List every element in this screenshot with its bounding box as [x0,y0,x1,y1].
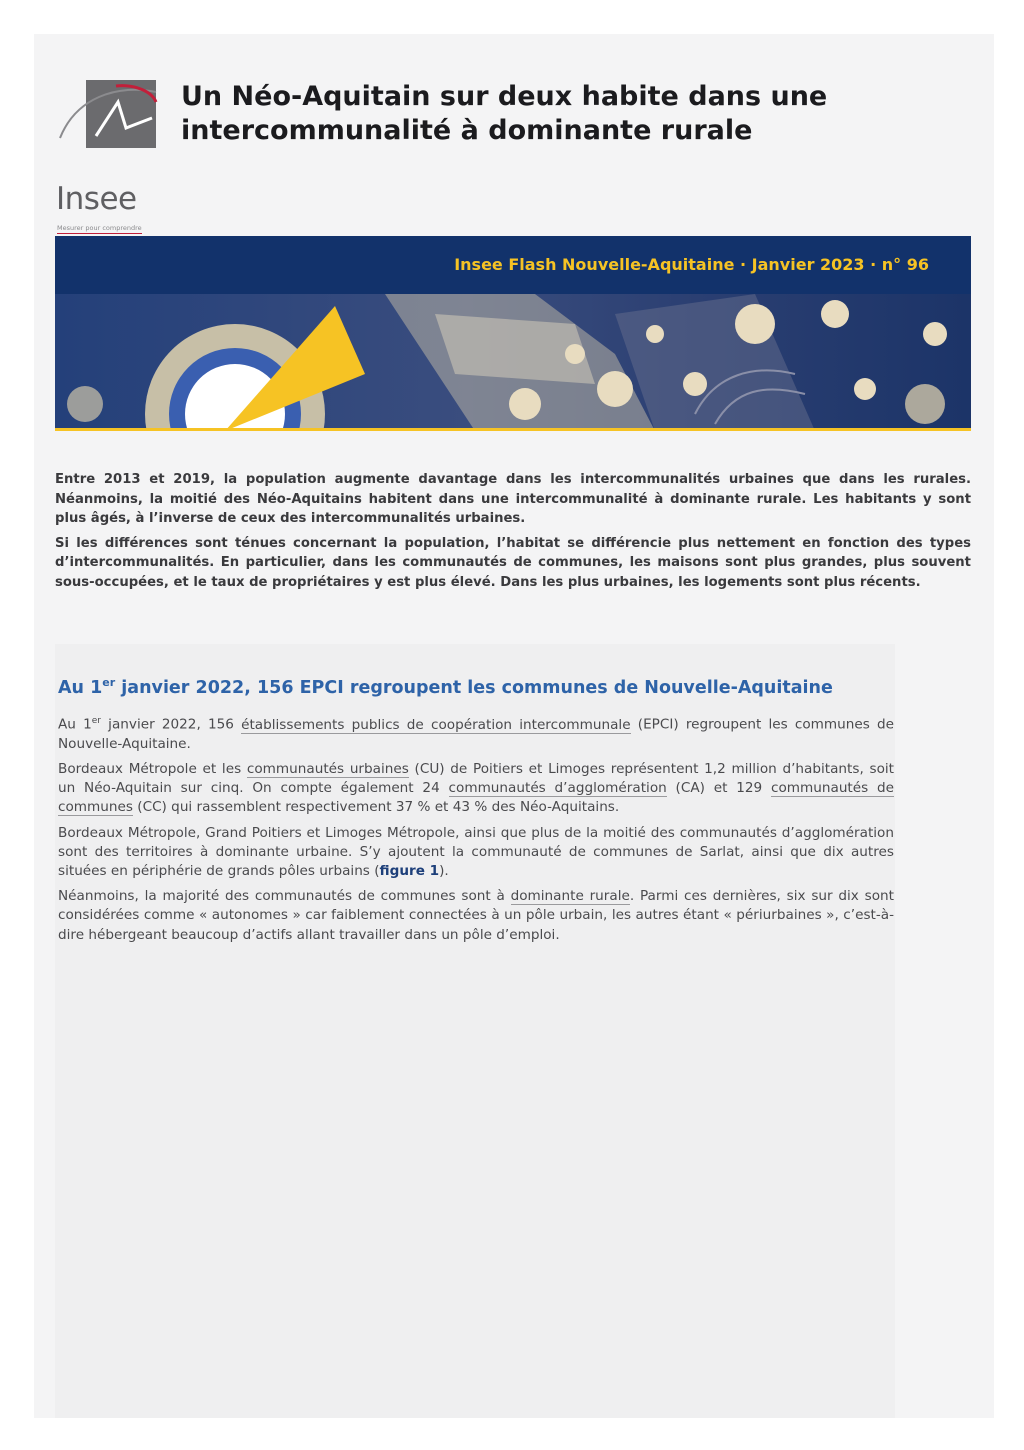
link-communautes-agglomeration[interactable]: communautés d’agglomération [448,780,667,797]
link-figure-1[interactable]: figure 1 [379,862,440,879]
title-line-2: intercommunalité à dominante rurale [181,115,753,146]
section-paragraph-1: Au 1er janvier 2022, 156 établissements publics de coopération intercommunale (EPCI) regroupent les communes de Nouvelle-Aquitaine. [58,716,894,752]
section-body [58,712,894,951]
publication-banner [55,236,971,431]
banner-underline [55,428,971,431]
lead-paragraph-2: Si les différences sont ténues concernant la population, l’habitat se différencie plus nettement en fonction des types d’intercommunalités. En particulier, dans les communautés de communes, les maisons sont plus grandes, plus souvent sous-occupées, et le taux de propriétaires y est plus élevé. Dans les plus urbaines, les logements sont plus récents. [55,535,971,590]
link-epci[interactable]: établissements publics de coopération intercommunale [241,716,631,733]
title-line-1: Un Néo-Aquitain sur deux habite dans une [181,81,828,112]
publication-label: Insee Flash Nouvelle-Aquitaine · Janvier 2023 · n° 96 [454,255,929,274]
insee-logo-tagline: Mesurer pour comprendre [57,224,142,232]
insee-logo-mark-icon [56,78,160,178]
section-title: Au 1er janvier 2022, 156 EPCI regroupent les communes de Nouvelle-Aquitaine [58,676,833,698]
section-paragraph-2: Bordeaux Métropole et les communautés urbaines (CU) de Poitiers et Limoges représentent 1,2 million d’habitants, soit un Néo-Aquitain sur cinq. On compte également 24 communautés d’agglomération (CA) et 129 communautés de communes (CC) qui rassemblent respectivement 37 % et 43 % des Néo-Aquitains. [58,760,894,816]
insee-logo[interactable] [56,78,164,232]
lead-paragraph-1: Entre 2013 et 2019, la population augmente davantage dans les intercommunalités urbaines que dans les rurales. Néanmoins, la moitié des Néo-Aquitains habitent dans une intercommunalité à dominante rurale. Les habitants y sont plus âgés, à l’inverse de ceux des intercommunalités urbaines. [55,472,971,526]
section-paragraph-4: Néanmoins, la majorité des communautés de communes sont à dominante rurale. Parmi ces dernières, six sur dix sont considérées comme « autonomes » car faiblement connectées à un pôle urbain, les autres étant « périurbaines », c’est-à-dire hébergeant beaucoup d’actifs allant travailler dans un pôle d’emploi. [58,888,894,943]
link-communautes-communes[interactable]: communautés de communes [58,780,894,816]
document-page [34,34,994,1418]
banner-bar [55,236,971,294]
link-communautes-urbaines[interactable]: communautés urbaines [246,760,409,777]
banner-illustration-icon [55,294,971,431]
section-paragraph-3: Bordeaux Métropole, Grand Poitiers et Limoges Métropole, ainsi que plus de la moitié des communautés d’agglomération sont des territoires à dominante urbaine. S’y ajoutent la communauté de communes de Sarlat, ainsi que dix autres situées en périphérie de grands pôles urbains (figure 1). [58,824,894,879]
insee-logo-word: Insee [56,181,137,217]
link-dominante-rurale[interactable]: dominante rurale [510,888,630,905]
page-title [181,80,941,148]
epci-section [55,644,895,1418]
lead-summary [55,470,971,597]
